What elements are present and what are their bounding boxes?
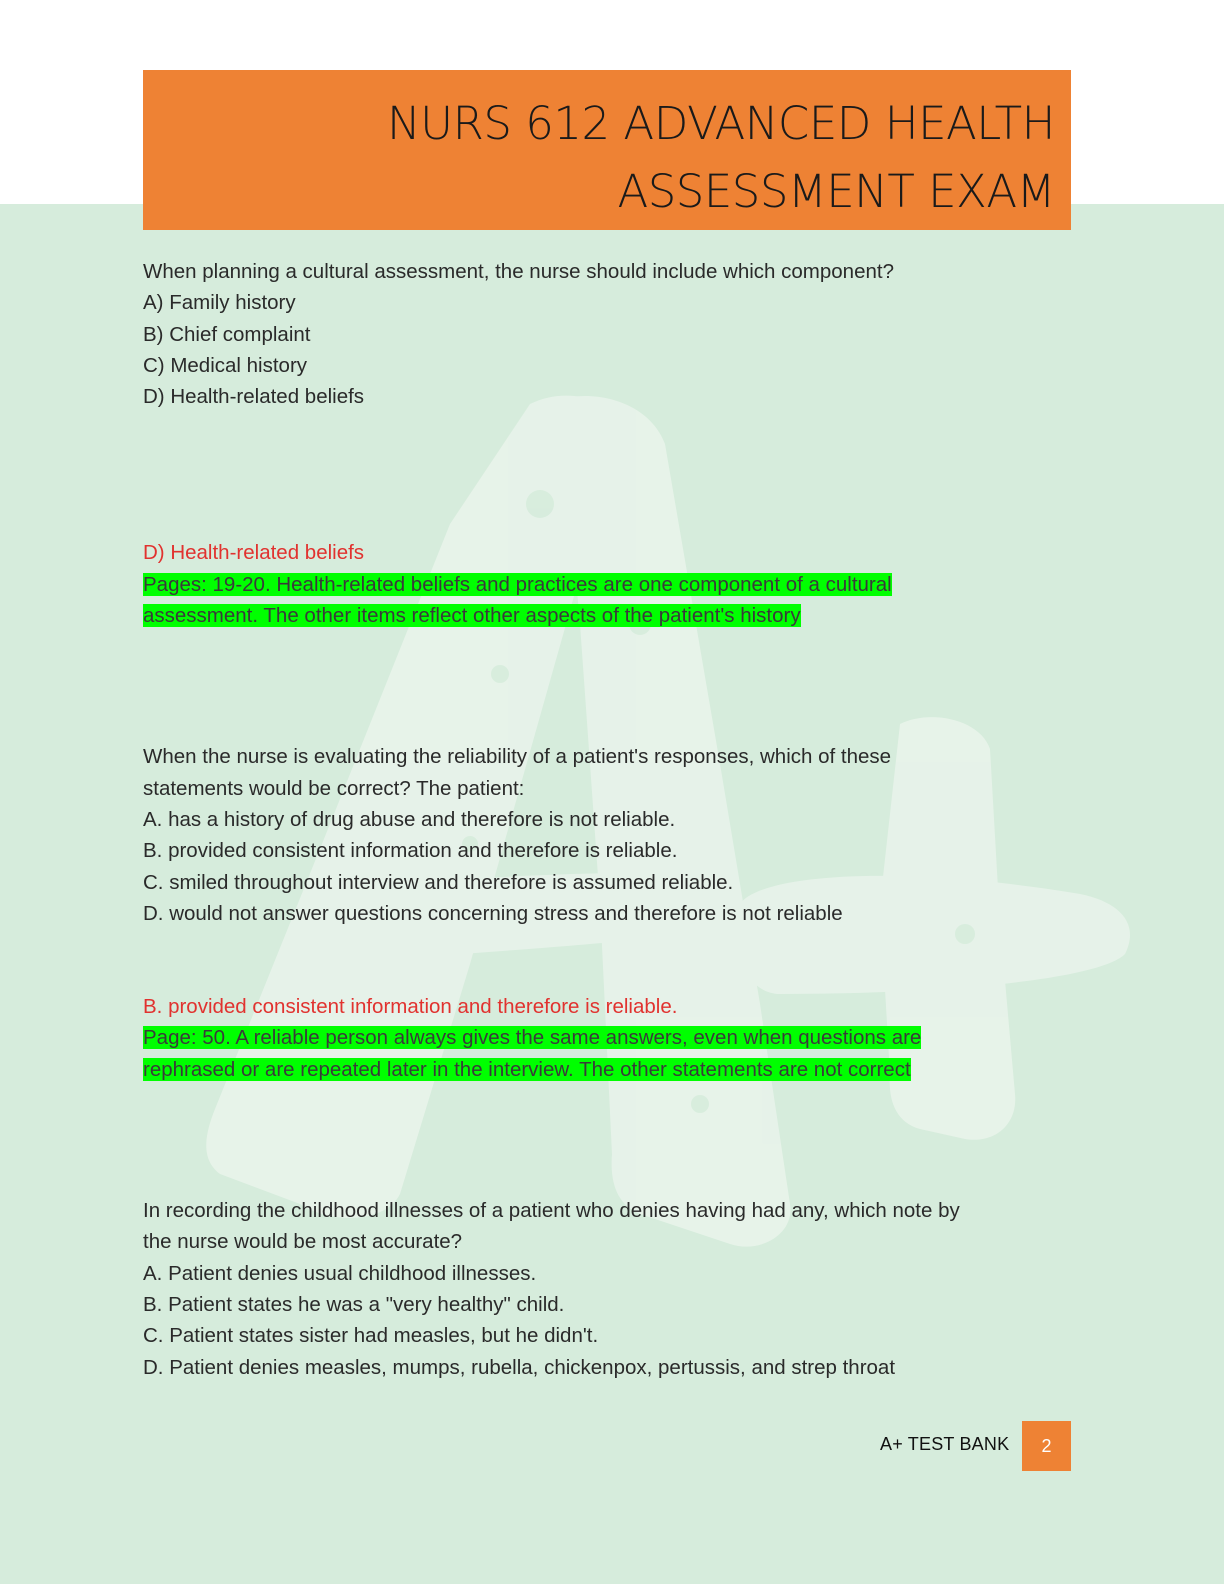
footer-brand: A+ TEST BANK — [880, 1434, 1010, 1454]
question-stem: When planning a cultural assessment, the nurse should include which component? — [143, 260, 894, 283]
question-1 — [143, 256, 1063, 412]
rationale-line — [143, 1022, 1063, 1053]
rationale-text: Page: 50. A reliable person always gives the same answers, even when questions are — [143, 1026, 922, 1050]
rationale-line — [143, 600, 1063, 631]
correct-answer: D) Health-related beliefs — [143, 541, 365, 565]
title-line-2: ASSESSMENT EXAM — [617, 165, 1055, 218]
title-line-1: NURS 612 ADVANCED HEALTH — [387, 97, 1055, 150]
option-a: A) Family history — [143, 291, 296, 315]
rationale-line — [143, 1054, 1063, 1085]
option-d: D. would not answer questions concerning stress and therefore is not reliable — [143, 901, 843, 925]
question-2 — [143, 741, 1063, 929]
rationale-text: Pages: 19-20. Health-related beliefs and practices are one component of a cultural — [143, 572, 892, 596]
exam-title-banner — [143, 70, 1071, 230]
rationale-text: rephrased or are repeated later in the interview. The other statements are not correct — [143, 1057, 911, 1081]
question-stem: When the nurse is evaluating the reliability of a patient's responses, which of these — [143, 745, 892, 769]
option-d: D) Health-related beliefs — [143, 385, 365, 409]
question-stem: the nurse would be most accurate? — [143, 1230, 463, 1254]
exam-content — [143, 256, 1063, 1383]
option-b: B. Patient states he was a "very healthy" child. — [143, 1292, 565, 1316]
option-c: C) Medical history — [143, 353, 308, 377]
option-a: A. has a history of drug abuse and therefore is not reliable. — [143, 807, 676, 831]
option-a: A. Patient denies usual childhood illnesses. — [143, 1261, 537, 1285]
page-number: 2 — [1022, 1421, 1071, 1471]
question-3 — [143, 1195, 1063, 1383]
question-stem: In recording the childhood illnesses of a patient who denies having had any, which note by — [143, 1199, 960, 1223]
rationale-line — [143, 569, 1063, 600]
option-c: C. Patient states sister had measles, but he didn't. — [143, 1324, 599, 1348]
question-stem: statements would be correct? The patient: — [143, 776, 525, 800]
option-b: B. provided consistent information and therefore is reliable. — [143, 839, 678, 863]
option-b: B) Chief complaint — [143, 322, 311, 346]
option-c: C. smiled throughout interview and therefore is assumed reliable. — [143, 870, 734, 894]
option-d: D. Patient denies measles, mumps, rubella, chickenpox, pertussis, and strep throat — [143, 1355, 896, 1379]
rationale-text: assessment. The other items reflect other aspects of the patient's history — [143, 604, 801, 628]
correct-answer: B. provided consistent information and therefore is reliable. — [143, 995, 678, 1019]
